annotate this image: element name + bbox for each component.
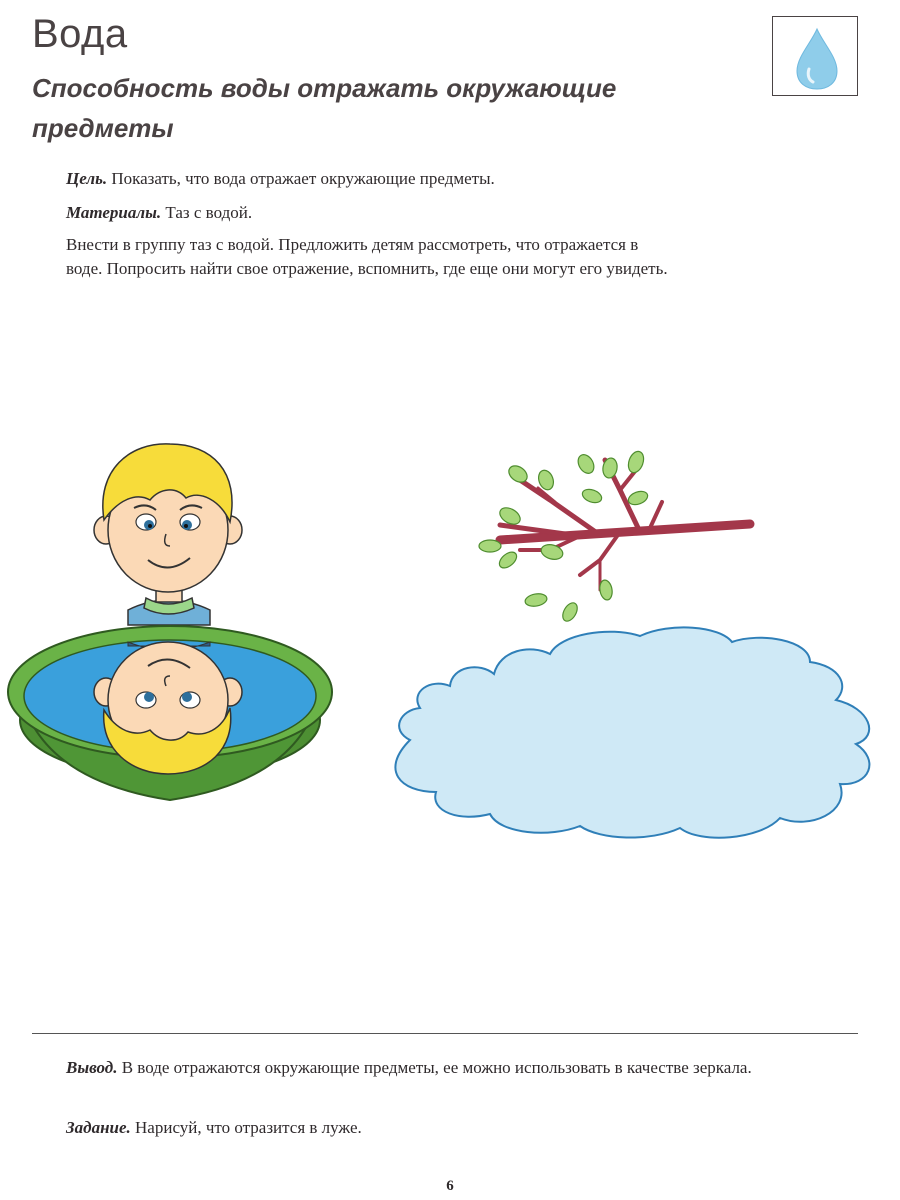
- page-number: 6: [446, 1178, 454, 1194]
- instructions-paragraph: [66, 233, 866, 281]
- divider-line: [32, 1033, 858, 1034]
- water-drop-icon: [773, 17, 859, 97]
- page-subtitle: Способность воды отражать окружающие предметы: [32, 73, 617, 143]
- conclusion-paragraph: [66, 1056, 858, 1080]
- instructions-line-2: воде. Попросить найти свое отражение, вспомнить, где еще они могут его увидеть.: [66, 259, 668, 278]
- goal-label: Цель.: [66, 169, 108, 188]
- instructions-line-1: Внести в группу таз с водой. Предложить детям рассмотреть, что отражается в: [66, 235, 639, 254]
- conclusion-text: В воде отражаются окружающие предметы, ее можно использовать в качестве зеркала.: [117, 1058, 752, 1077]
- materials-paragraph: [66, 201, 866, 225]
- task-label: Задание.: [66, 1118, 131, 1137]
- branch-puddle-illustration: [380, 440, 900, 850]
- boy-basin-illustration: [0, 430, 360, 810]
- materials-text: Таз с водой.: [161, 203, 253, 222]
- task-paragraph: [66, 1116, 866, 1140]
- task-text: Нарисуй, что отразится в луже.: [130, 1118, 362, 1137]
- page-title: Вода: [32, 12, 128, 56]
- water-drop-frame: [772, 16, 858, 96]
- conclusion-label: Вывод.: [66, 1058, 118, 1077]
- tree-branch: [500, 460, 750, 590]
- puddle: [395, 627, 869, 837]
- goal-text: Показать, что вода отражает окружающие предметы.: [107, 169, 495, 188]
- materials-label: Материалы.: [66, 203, 162, 222]
- goal-paragraph: [66, 167, 866, 191]
